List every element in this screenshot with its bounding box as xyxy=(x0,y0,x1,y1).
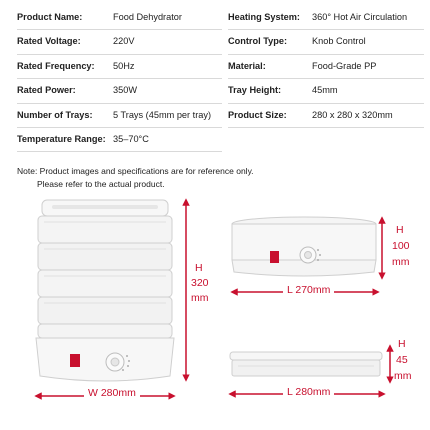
note-line-1: Note: Product images and specifications are for reference only. xyxy=(17,166,254,176)
spec-value: 35–70°C xyxy=(113,133,149,144)
spec-value: 45mm xyxy=(312,85,338,96)
base-height-h: H xyxy=(396,224,404,236)
tray-height-value: 45 xyxy=(396,354,408,366)
spec-value: 360° Hot Air Circulation xyxy=(312,12,408,22)
spec-label: Temperature Range: xyxy=(17,133,106,144)
spec-value: 220V xyxy=(113,36,135,47)
spec-value: Food-Grade PP xyxy=(312,60,377,71)
full-width-label: W 280mm xyxy=(84,387,140,399)
tray-length-label: L 280mm xyxy=(283,386,334,398)
spec-label: Number of Trays: xyxy=(17,109,93,120)
spec-label: Rated Frequency: xyxy=(17,60,95,71)
base-unit-image xyxy=(232,217,376,276)
full-dehydrator-image xyxy=(36,200,174,381)
full-height-unit: mm xyxy=(191,292,209,304)
note-line-2: Please refer to the actual product. xyxy=(37,178,165,189)
full-height-value: 320 xyxy=(191,277,209,289)
base-length-label: L 270mm xyxy=(283,284,334,296)
spec-value: Knob Control xyxy=(312,36,366,47)
base-height-value: 100 xyxy=(392,240,410,252)
spec-label: Control Type: xyxy=(228,36,288,47)
spec-value: 5 Trays (45mm per tray) xyxy=(113,109,212,120)
spec-value: 50Hz xyxy=(113,60,135,71)
full-height-h: H xyxy=(195,262,203,274)
spec-label: Rated Voltage: xyxy=(17,36,81,47)
spec-label: Product Name: xyxy=(17,12,83,22)
tray-height-h: H xyxy=(398,338,406,350)
spec-label: Rated Power: xyxy=(17,85,76,96)
base-height-unit: mm xyxy=(392,256,410,268)
spec-label: Material: xyxy=(228,60,266,71)
spec-value: 280 x 280 x 320mm xyxy=(312,109,393,120)
spec-label: Heating System: xyxy=(228,12,300,22)
tray-image xyxy=(230,352,382,376)
spec-value: Food Dehydrator xyxy=(113,12,182,22)
spec-label: Product Size: xyxy=(228,109,287,120)
spec-value: 350W xyxy=(113,85,138,96)
tray-height-unit: mm xyxy=(394,370,412,382)
spec-label: Tray Height: xyxy=(228,85,282,96)
